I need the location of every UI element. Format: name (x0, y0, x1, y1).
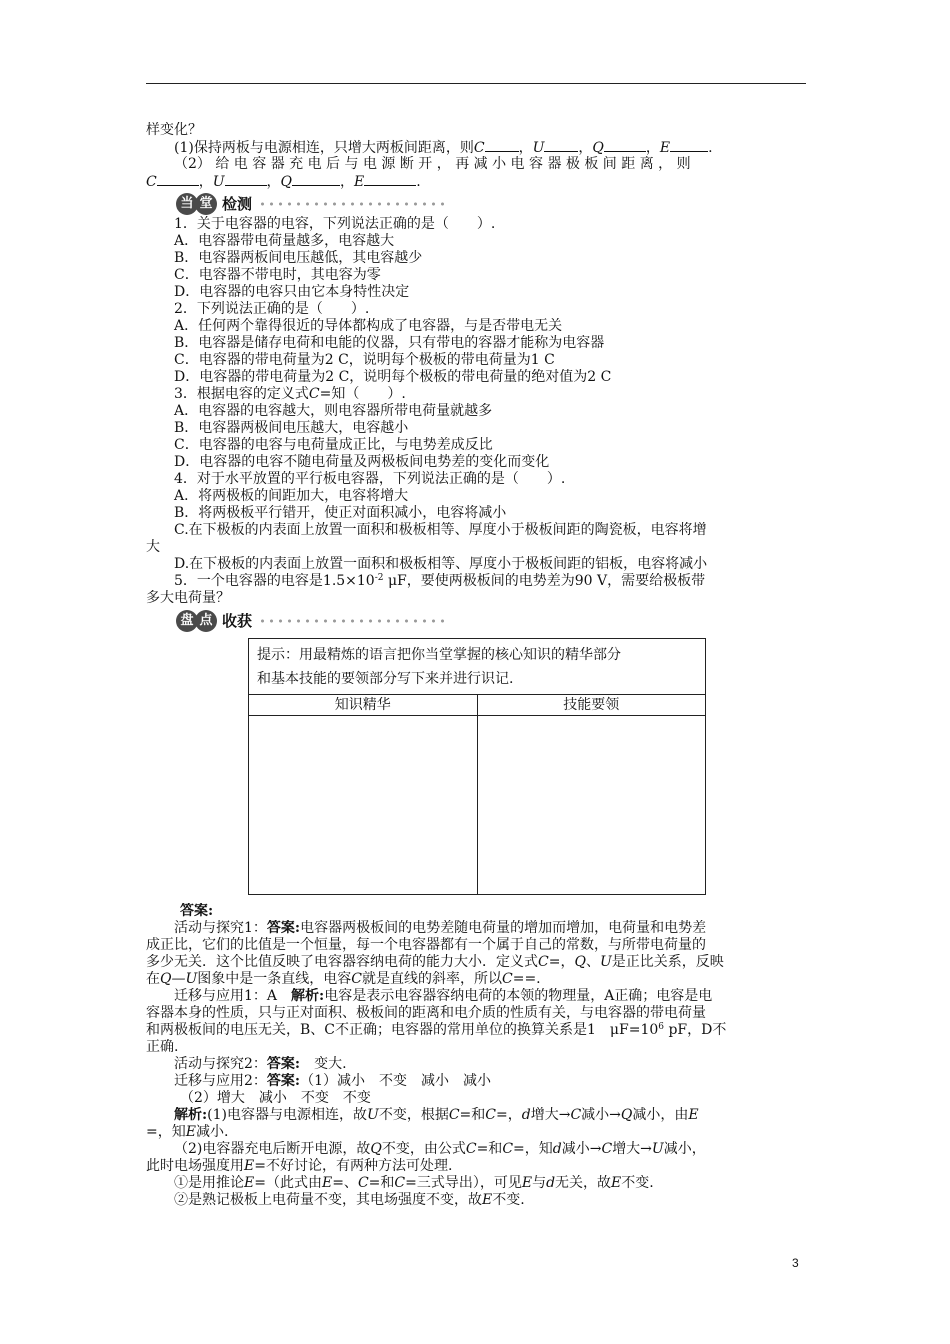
question-2-stem: 2．下列说法正确的是（ ）. (174, 301, 370, 317)
skills-cell[interactable] (478, 716, 706, 894)
question-2-option-b: B．电容器是储存电荷和电能的仪器，只有带电的容器才能称为电容器 (174, 335, 605, 351)
question-2-option-c: C．电容器的带电荷量为2 C，说明每个极板的带电荷量为1 C (174, 352, 555, 368)
section-badge: 当 堂 (176, 193, 214, 215)
answer-blank[interactable] (225, 173, 267, 186)
answer-activity-2: 活动与探究2：答案: 变大. (174, 1056, 347, 1072)
header-rule (146, 83, 806, 84)
answer-text-line: 正确. (146, 1039, 179, 1055)
intro-question-2: （2） 给 电 容 器 充 电 后 与 电 源 断 开 ， 再 减 小 电 容 器 极 板 间 距 离 ， 则 (174, 156, 691, 172)
question-2-option-d: D．电容器的带电荷量为2 C，说明每个极板的带电荷量的绝对值为2 C (174, 369, 612, 385)
page-content (146, 122, 806, 1209)
intro-question-2-blanks: C ，U ，Q ，E . (146, 174, 421, 190)
analysis-line: 此时电场强度用E=不好讨论，有两种方法可处理. (146, 1158, 453, 1174)
question-1-option-b: B．电容器两板间电压越低，其电容越少 (174, 250, 423, 266)
answer-transfer-2-cont: （2）增大 减小 不变 不变 (180, 1090, 371, 1106)
section-title: 检测 (222, 194, 253, 213)
answer-activity-1: 活动与探究1：答案:电容器两极板间的电势差随电荷量的增加而增加，电荷量和电势差 (174, 920, 707, 936)
question-4-option-b: B．将两极板平行错开，使正对面积减小，电容将减小 (174, 505, 507, 521)
question-4-stem: 4．对于水平放置的平行板电容器，下列说法正确的是（ ）. (174, 471, 566, 487)
summary-table (248, 638, 706, 895)
question-3-option-d: D．电容器的电容不随电荷量及两极板间电势差的变化而变化 (174, 454, 550, 470)
column-skills: 技能要领 (563, 697, 620, 713)
section-heading-test (176, 192, 806, 216)
knowledge-cell[interactable] (249, 716, 478, 894)
question-4-option-a: A．将两极板的间距加大，电容将增大 (174, 488, 409, 504)
section-title: 收获 (222, 611, 253, 630)
question-1-option-c: C．电容器不带电时，其电容为零 (174, 267, 381, 283)
question-3-option-c: C．电容器的电容与电荷量成正比，与电势差成反比 (174, 437, 493, 453)
summary-table-header (249, 695, 705, 716)
question-3-option-a: A．电容器的电容越大，则电容器所带电荷量就越多 (174, 403, 493, 419)
answer-blank[interactable] (670, 139, 708, 152)
question-4-option-c-cont: 大 (146, 539, 160, 555)
column-knowledge: 知识精华 (249, 695, 478, 715)
question-2-option-a: A．任何两个靠得很近的导体都构成了电容器，与是否带电无关 (174, 318, 563, 334)
summary-hint: 提示：用最精炼的语言把你当堂掌握的核心知识的精华部分 和基本技能的要领部分写下来并进行识记. (249, 639, 705, 695)
answer-blank[interactable] (544, 139, 578, 152)
answer-text-line: 成正比，它们的比值是一个恒量，每一个电容器都有一个属于自己的常数，与所带电荷量的 (146, 937, 706, 953)
answer-blank[interactable] (364, 173, 416, 186)
page-number: 3 (792, 1256, 799, 1270)
answer-blank[interactable] (157, 173, 199, 186)
question-1-stem: 1．关于电容器的电容，下列说法正确的是（ ）. (174, 216, 496, 232)
section-badge: 盘 点 (176, 610, 214, 632)
answer-blank[interactable] (485, 139, 519, 152)
intro-question-1: (1)保持两板与电源相连，只增大两板间距离，则C ，U ，Q ，E . (174, 140, 713, 156)
question-1-option-a: A．电容器带电荷量越多，电容越大 (174, 233, 395, 249)
answer-blank[interactable] (604, 139, 646, 152)
analysis-line: ②是熟记极板上电荷量不变，其电场强度不变，故E不变. (174, 1192, 525, 1208)
dotted-divider (258, 617, 448, 625)
summary-table-body (249, 716, 705, 894)
question-4-option-d: D.在下极板的内表面上放置一面积和极板相等、厚度小于极板间距的铝板，电容将减小 (174, 556, 708, 572)
question-5-stem: 5．一个电容器的电容是$1.5\times 10^{-2}$ μF，要使两极板间的电势差为90 V，需要给极板带 (174, 573, 706, 589)
analysis-2: 解析:(1)电容器与电源相连，故U不变，根据C=和C=，d增大→C减小→Q减小，由E (174, 1107, 699, 1123)
answers-title: 答案: (180, 903, 214, 919)
answer-transfer-1: 迁移与应用1：A 解析:电容是表示电容器容纳电荷的本领的物理量，A正确；电容是电 (174, 988, 713, 1004)
question-5-stem-cont: 多大电荷量？ (146, 590, 230, 606)
answer-transfer-2: 迁移与应用2：答案:（1）减小 不变 减小 减小 (174, 1073, 492, 1089)
answer-text-line: 和两极板间的电压无关，B、C不正确；电容器的常用单位的换算关系是1 $\mu F=10^6$ pF，D不 (146, 1022, 727, 1038)
question-3-stem: 3．根据电容的定义式C=知（ ）. (174, 386, 406, 402)
answer-blank[interactable] (292, 173, 340, 186)
intro-line: 样变化？ (146, 122, 202, 138)
question-4-option-c: C.在下极板的内表面上放置一面积和极板相等、厚度小于极板间距的陶瓷板，电容将增 (174, 522, 707, 538)
analysis-line: （2)电容器充电后断开电源，故Q不变，由公式C=和C=，知d减小→C增大→U减小， (174, 1141, 706, 1157)
answer-text-line: 容器本身的性质，只与正对面积、极板间的距离和电介质的性质有关，与电容器的带电荷量 (146, 1005, 706, 1021)
answer-text-line: 多少无关．这个比值反映了电容器容纳电荷的能力大小．定义式C=，Q、U是正比关系，反映 (146, 954, 724, 970)
answer-text-line: 在Q—U图象中是一条直线，电容C就是直线的斜率，所以C==. (146, 971, 541, 987)
question-3-option-b: B．电容器两极间电压越大，电容越小 (174, 420, 409, 436)
question-1-option-d: D．电容器的电容只由它本身特性决定 (174, 284, 410, 300)
dotted-divider (258, 200, 448, 208)
analysis-line: =，知E减小. (146, 1124, 229, 1140)
section-heading-summary (176, 609, 806, 633)
analysis-line: ①是用推论E=（此式由E=、C=和C=三式导出），可见E与d无关，故E不变. (174, 1175, 654, 1191)
